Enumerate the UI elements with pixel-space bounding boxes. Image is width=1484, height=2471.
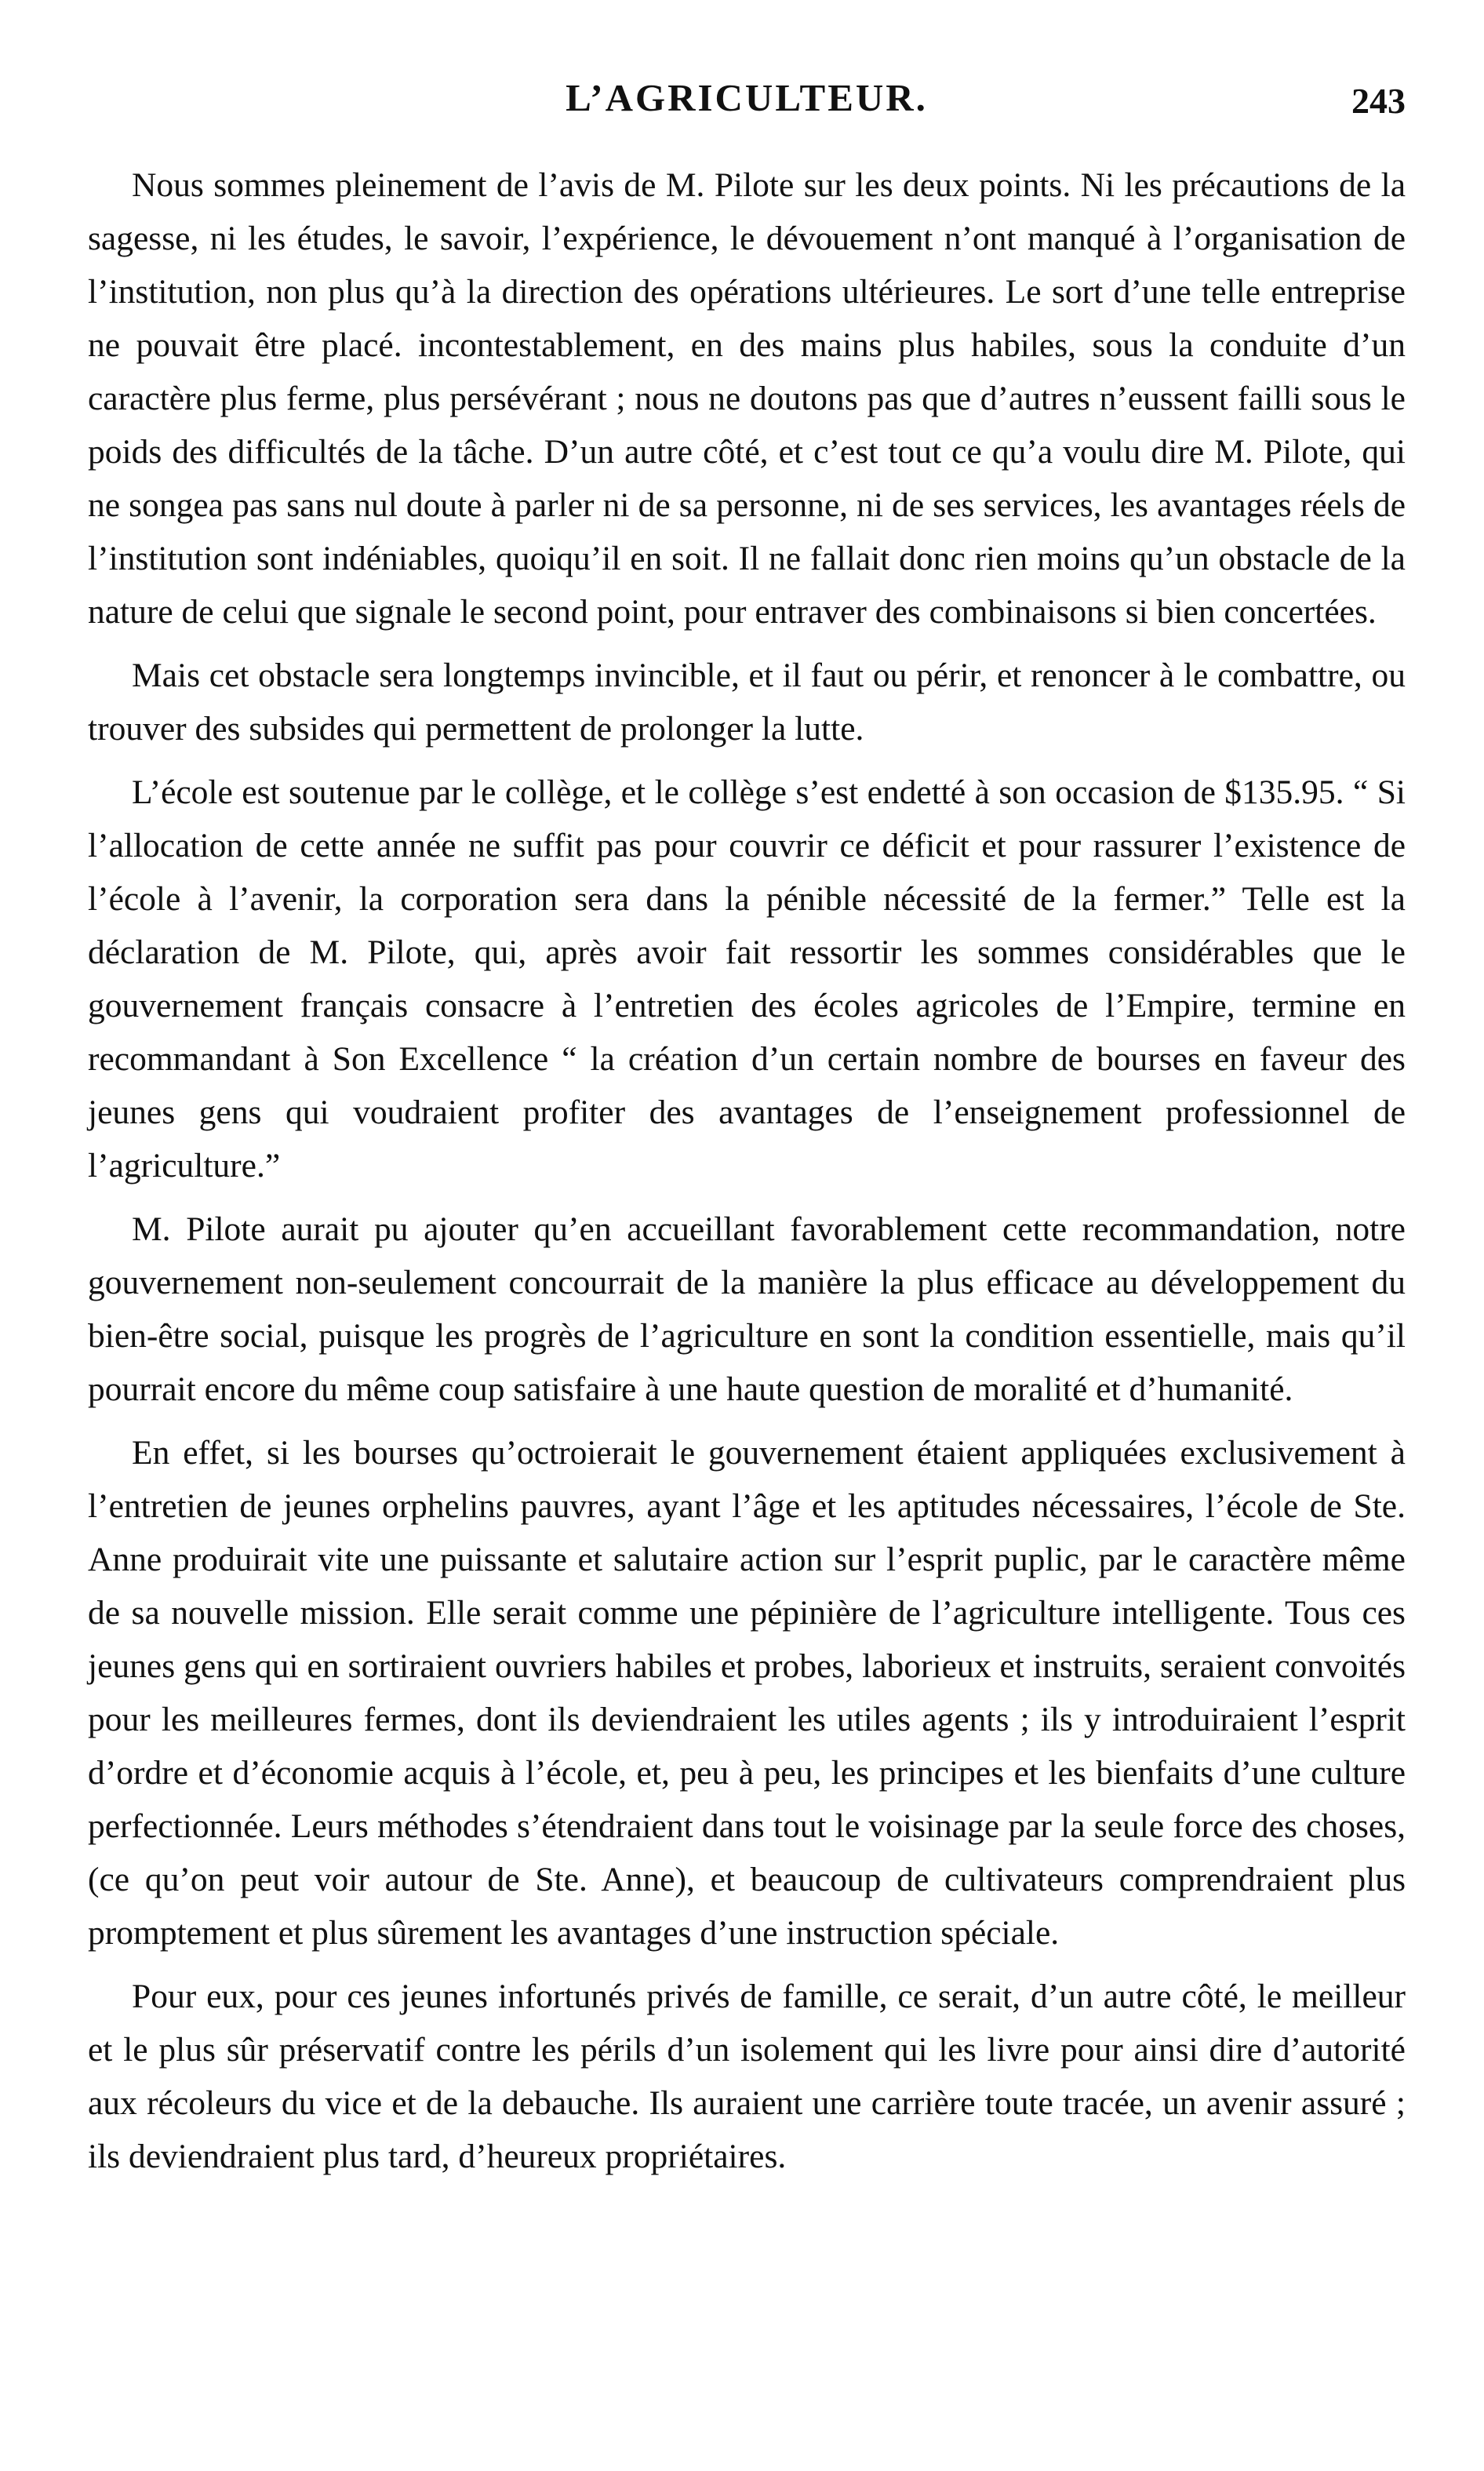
paragraph: L’école est soutenue par le collège, et le collège s’est endetté à son occasion de $135.95. “ Si l’allocation de cette année ne suffit pas pour couvrir ce déficit et pour rassurer l’existence de l’école à l’avenir, la corporation sera dans la pénible nécessité de la fermer.” Telle est la déclaration de M. Pilote, qui, après avoir fait ressortir les sommes considérables que le gouvernement français consacre à l’entretien des écoles agricoles de l’Empire, termine en recommandant à Son Excellence “ la création d’un certain nombre de bourses en faveur des jeunes gens qui voudraient profiter des avantages de l’enseignement professionnel de l’agriculture.” <box>88 773 1406 1185</box>
paragraph: Mais cet obstacle sera longtemps invincible, et il faut ou périr, et renoncer à le combattre, ou trouver des subsides qui permettent de prolonger la lutte. <box>88 657 1406 748</box>
paragraph: En effet, si les bourses qu’octroierait le gouvernement étaient appliquées exclusivement à l’entretien de jeunes orphelins pauvres, ayant l’âge et les aptitudes nécessaires, l’école de Ste. Anne produirait vite une puissante et salutaire action sur l’esprit puplic, par le caractère même de sa nouvelle mission. Elle serait comme une pépinière de l’agriculture intelligente. Tous ces jeunes gens qui en sortiraient ouvriers habiles et probes, laborieux et instruits, seraient convoités pour les meilleures fermes, dont ils deviendraient les utiles agents ; ils y introduiraient l’esprit d’ordre et d’économie acquis à l’école, et, peu à peu, les principes et les bienfaits d’une culture perfectionnée. Leurs méthodes s’étendraient dans tout le voisinage par la seule force des choses, (ce qu’on peut voir autour de Ste. Anne), et beaucoup de cultivateurs comprendraient plus promptement et plus sûrement les avantages d’une instruction spéciale. <box>88 1434 1406 1952</box>
paragraph: Pour eux, pour ces jeunes infortunés privés de famille, ce serait, d’un autre côté, le meilleur et le plus sûr préservatif contre les périls d’un isolement qui les livre pour ainsi dire d’autorité aux récoleurs du vice et de la debauche. Ils auraient une carrière toute tracée, un avenir assuré ; ils deviendraient plus tard, d’heureux propriétaires. <box>88 1978 1406 2175</box>
body-text <box>88 158 1406 2183</box>
book-page <box>88 75 1406 2193</box>
paragraph: M. Pilote aurait pu ajouter qu’en accueillant favorablement cette recommandation, notre gouvernement non-seulement concourrait de la manière la plus efficace au développement du bien-être social, puisque les progrès de l’agriculture en sont la condition essentielle, mais qu’il pourrait encore du même coup satisfaire à une haute question de moralité et d’humanité. <box>88 1210 1406 1408</box>
running-title: L’AGRICULTEUR. <box>566 76 928 119</box>
paragraph: Nous sommes pleinement de l’avis de M. Pilote sur les deux points. Ni les précautions de la sagesse, ni les études, le savoir, l’expérience, le dévouement n’ont manqué à l’organisation de l’institution, non plus qu’à la direction des opérations ultérieures. Le sort d’une telle entreprise ne pouvait être placé. incontestablement, en des mains plus habiles, sous la conduite d’un caractère plus ferme, plus persévérant ; nous ne doutons pas que d’autres n’eussent failli sous le poids des difficultés de la tâche. D’un autre côté, et c’est tout ce qu’a voulu dire M. Pilote, qui ne songea pas sans nul doute à parler ni de sa personne, ni de ses services, les avantages réels de l’institution sont indéniables, quoiqu’il en soit. Il ne fallait donc rien moins qu’un obstacle de la nature de celui que signale le second point, pour entraver des combinaisons si bien concertées. <box>88 166 1406 631</box>
page-header <box>88 75 1406 130</box>
page-number: 243 <box>1351 81 1406 121</box>
